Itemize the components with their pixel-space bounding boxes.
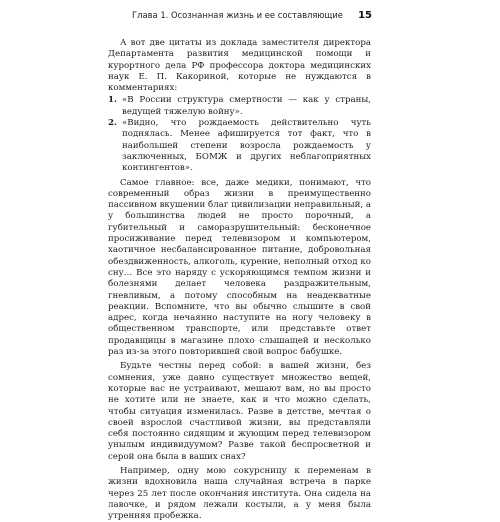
quote-item-2 [108,118,371,174]
body-paragraph-3: Будьте честны перед собой: в вашей жизни, без сомнения, уже давно существует множество вещей, которые вас не устраивают, мешают вам, но вы просто не хотите или не знаете, как и что можно сделать, чтобы ситуация изменилась. Разве в детстве, мечтая о своей взрослой счастливой жизни, вы представляли себя постоянно сидящим и жующим перед телевизором унылым индивидуумом? Разве такой беспросветной и серой она была в ваших снах? [108,361,371,462]
page-body [108,38,371,522]
quote-text: «Видно, что рождаемость действительно чуть поднялась. Менее афишируется тот факт, что в наибольшей степени возросла рождаемость у заключенных, БОМЖ и других неблагоприятных контингентов». [122,118,371,174]
chapter-title: Глава 1. Осознанная жизнь и ее составляющие [132,10,343,20]
quote-list [108,95,371,174]
running-header [132,10,372,21]
quote-text: «В России структура смертности — как у страны, ведущей тяжелую войну». [122,95,371,117]
body-paragraph-2: Самое главное: все, даже медики, понимают, что современный образ жизни в преимущественно пассивном вкушении благ цивилизации неправильный, а у большинства людей не просто порочный, а губительный и саморазрушительный: бесконечное просиживание перед телевизором и компьютером, хаотичное несбалансированное питание, добровольная обездвиженность, алкоголь, курение, неполный отход ко сну… Все это наряду с ускоряющимся темпом жизни и болезнями делает человека раздражительным, гневливым, а потому способным на неадекватные реакции. Вспомните, что вы обычно слышите в свой адрес, когда нечаянно наступите на ногу человеку в общественном транспорте, или представьте ответ продавщицы в магазине плохо слышащей и несколько раз из-за этого повторившей свой вопрос бабушке. [108,177,371,358]
quote-number: 1. [108,95,118,106]
quote-item-1 [108,95,371,118]
body-paragraph-4: Например, одну мою сокурсницу к переменам в жизни вдохновила наша случайная встреча в парке через 25 лет после окончания института. Она сидела на лавочке, и рядом лежали костыли, а у меня была утренняя пробежка. [108,465,371,522]
quote-number: 2. [108,118,118,129]
intro-paragraph: А вот две цитаты из доклада заместителя директора Департамента развития медицинской помощи и курортного дела РФ профессора доктора медицинских наук Е. П. Какориной, которые не нуждаются в комментариях: [108,38,371,94]
page-number: 15 [358,10,372,21]
